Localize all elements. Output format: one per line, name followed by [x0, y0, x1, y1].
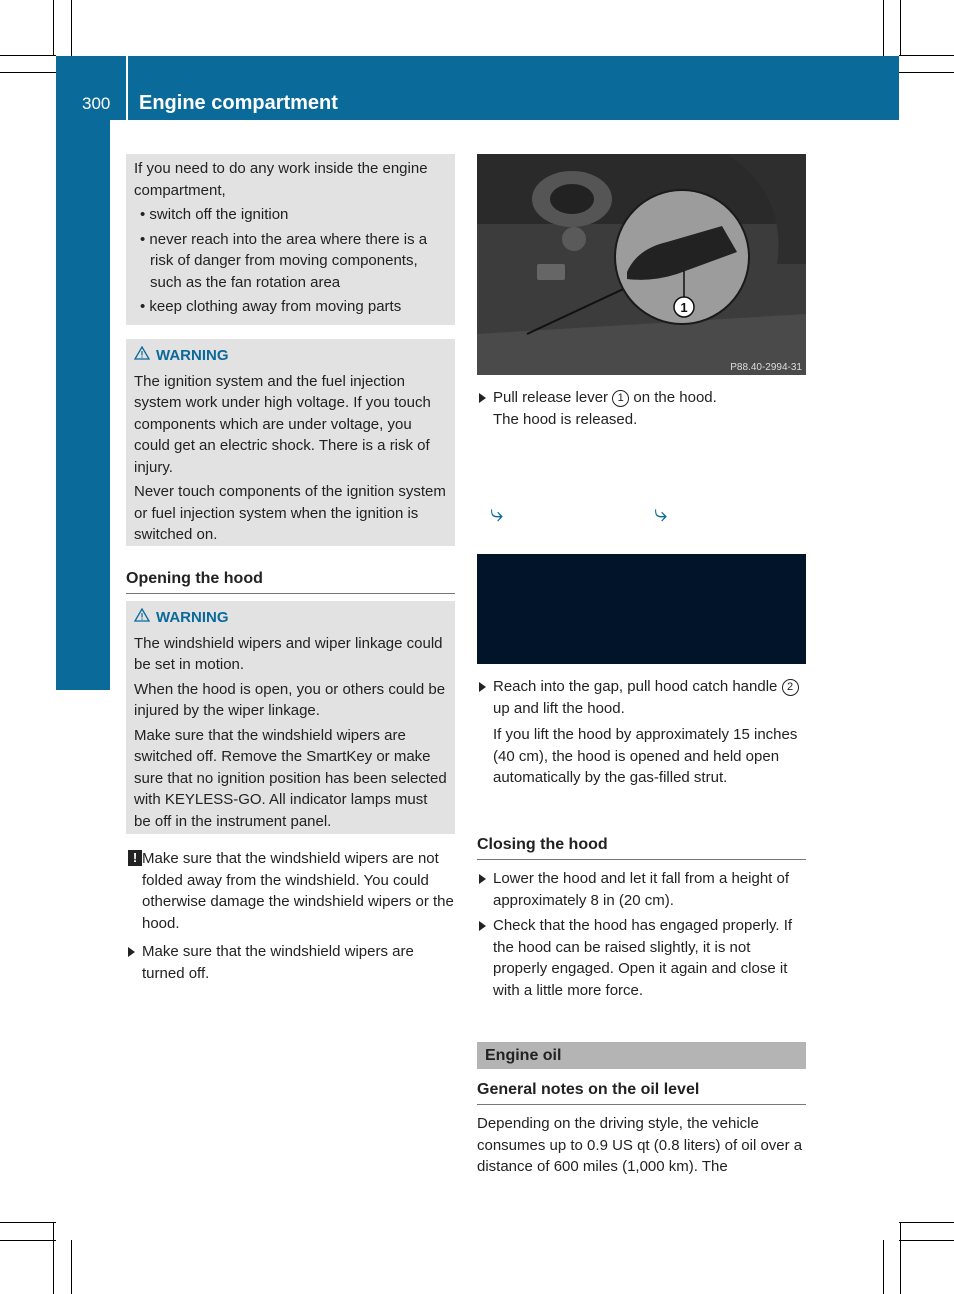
note-block [126, 848, 456, 984]
crop-mark [900, 1222, 901, 1294]
page-header [56, 56, 899, 120]
crop-mark [71, 0, 72, 56]
crop-mark [899, 72, 954, 73]
warning-box [126, 339, 455, 546]
curved-arrow-icon: ⤷ [654, 500, 668, 527]
exclamation-icon: ! [128, 850, 142, 866]
list-item: • switch off the ignition [140, 206, 289, 223]
warning-heading: WARNING [134, 607, 447, 629]
callout-number: 1 [612, 390, 629, 407]
step-item: Check that the hood has engaged properly. If the hood can be raised slightly, it is not properly engaged. Open it again and close it with a little more force. [477, 915, 807, 1001]
callout-number: 2 [782, 679, 799, 696]
crop-mark [883, 0, 884, 56]
crop-mark [900, 0, 901, 56]
crop-mark [899, 55, 954, 56]
page-title: Engine compartment [139, 92, 338, 114]
crop-mark [0, 72, 56, 73]
warning-heading: WARNING [134, 345, 447, 367]
closing-steps [477, 868, 807, 1001]
step-arrow-icon [479, 874, 486, 884]
step-result: The hood is released. [493, 410, 638, 428]
oil-text: Depending on the driving style, the vehicle consumes up to 0.9 US qt (0.8 liters) of oil over a distance of 600 miles (1,000 km). The [477, 1115, 803, 1175]
oil-subheading: General notes on the oil level [477, 1081, 806, 1105]
crop-mark [883, 1240, 884, 1294]
header-divider [126, 56, 128, 120]
crop-mark [0, 1240, 56, 1241]
curved-arrow-icon: ⤷ [490, 500, 504, 527]
list-item: • keep clothing away from moving parts [140, 298, 402, 315]
warning-text: Make sure that the windshield wipers are switched off. Remove the SmartKey or make sure that no ignition position has been selected with KEYLESS-GO. All indicator lamps must be off in the instrument panel. [134, 726, 447, 830]
crop-mark [899, 1222, 954, 1223]
step-arrow-icon [128, 947, 135, 957]
warning-text: The ignition system and the fuel injection system work under high voltage. If you touch components which are under voltage, you could get an electric shock. There is a risk of injury. [134, 372, 431, 476]
step-item: Make sure that the windshield wipers are turned off. [126, 941, 456, 984]
step-arrow-icon [479, 921, 486, 931]
crop-mark [0, 1222, 56, 1223]
section-heading: Engine oil [477, 1042, 806, 1069]
hood-release-illustration [477, 154, 806, 375]
warning-text: The windshield wipers and wiper linkage could be set in motion. [134, 634, 443, 673]
step-arrow-icon [479, 393, 486, 403]
warning-triangle-icon [134, 607, 156, 629]
dark-figure-area [477, 554, 806, 664]
intro-text: If you need to do any work inside the engine compartment, [134, 160, 428, 199]
step-result: If you lift the hood by approximately 15 inches (40 cm), the hood is opened and held open automatically by the gas-filled strut. [493, 726, 798, 786]
figure-code: P88.40-2994-31 [730, 362, 802, 373]
opening-heading: Opening the hood [126, 570, 455, 594]
crop-mark [71, 1240, 72, 1294]
list-item: • never reach into the area where there is a risk of danger from moving components, such as the fan rotation area [140, 230, 428, 291]
steps-block-1 [477, 387, 807, 430]
crop-mark [0, 55, 56, 56]
warning-triangle-icon [134, 345, 156, 367]
crop-mark [899, 1240, 954, 1241]
step-item: Lower the hood and let it fall from a height of approximately 8 in (20 cm). [477, 868, 807, 911]
crop-mark [53, 1222, 54, 1294]
step-arrow-icon [479, 682, 486, 692]
warning-text: When the hood is open, you or others could be injured by the wiper linkage. [134, 680, 446, 719]
crop-mark [53, 0, 54, 56]
warning-text: Never touch components of the ignition system or fuel injection system when the ignition is switched on. [134, 483, 446, 543]
page-number: 300 [82, 94, 111, 113]
figure-callout: 1 [680, 300, 688, 315]
step-item: Reach into the gap, pull hood catch handle 2 up and lift the hood. [477, 676, 807, 719]
hood-release-photo [477, 154, 806, 375]
closing-heading: Closing the hood [477, 836, 806, 860]
note-item: ! Make sure that the windshield wipers are not folded away from the windshield. You could otherwise damage the windshield wipers or the hood. [126, 848, 456, 934]
warning-box [126, 601, 455, 834]
side-tab-label: Maintenance and care [83, 395, 109, 636]
step-item: Pull release lever 1 on the hood. [477, 387, 807, 409]
intro-box [126, 154, 455, 325]
steps-block-2 [477, 676, 807, 789]
